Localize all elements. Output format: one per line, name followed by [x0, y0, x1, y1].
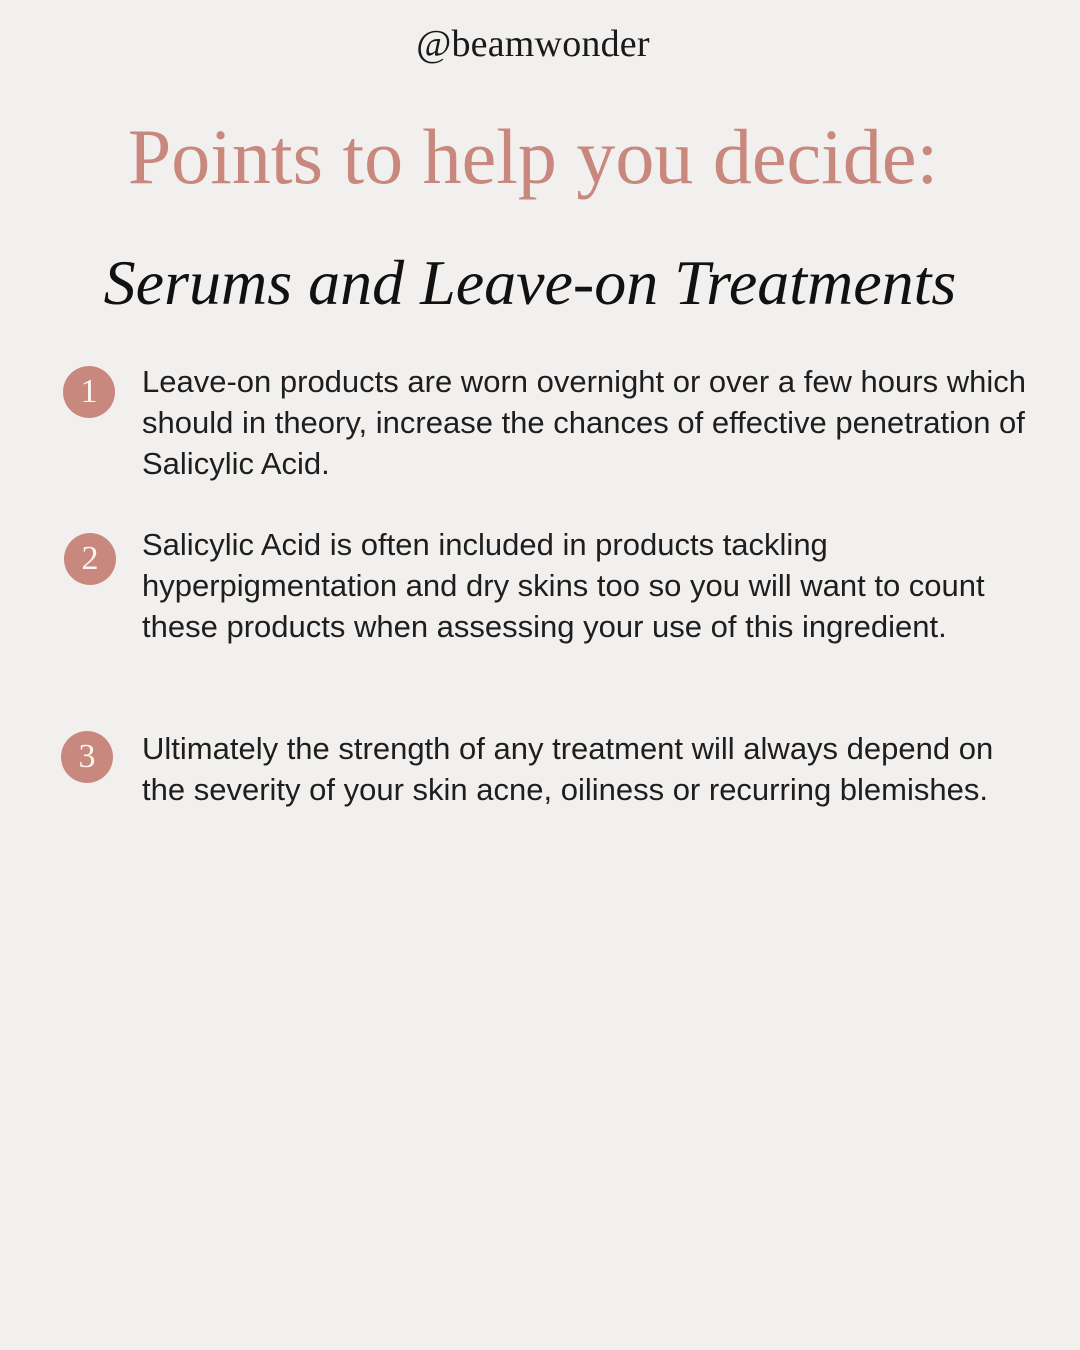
- point-text-2: Salicylic Acid is often included in products tackling hyperpigmentation and dry skins too so you will want to count these products when assessing your use of this ingredient.: [142, 527, 985, 644]
- account-handle: @beamwonder: [416, 23, 650, 65]
- number-badge-3: 3: [61, 731, 113, 783]
- section-subtitle: Serums and Leave-on Treatments: [103, 247, 957, 318]
- point-text-1: Leave-on products are worn overnight or over a few hours which should in theory, increase the chances of effective penetration of Salicylic Acid.: [142, 364, 1026, 481]
- page-title: Points to help you decide:: [127, 113, 939, 200]
- point-text-3: Ultimately the strength of any treatment will always depend on the severity of your skin acne, oiliness or recurring blemishes.: [142, 731, 994, 807]
- number-badge-1: 1: [63, 366, 115, 418]
- number-badge-2: 2: [64, 533, 116, 585]
